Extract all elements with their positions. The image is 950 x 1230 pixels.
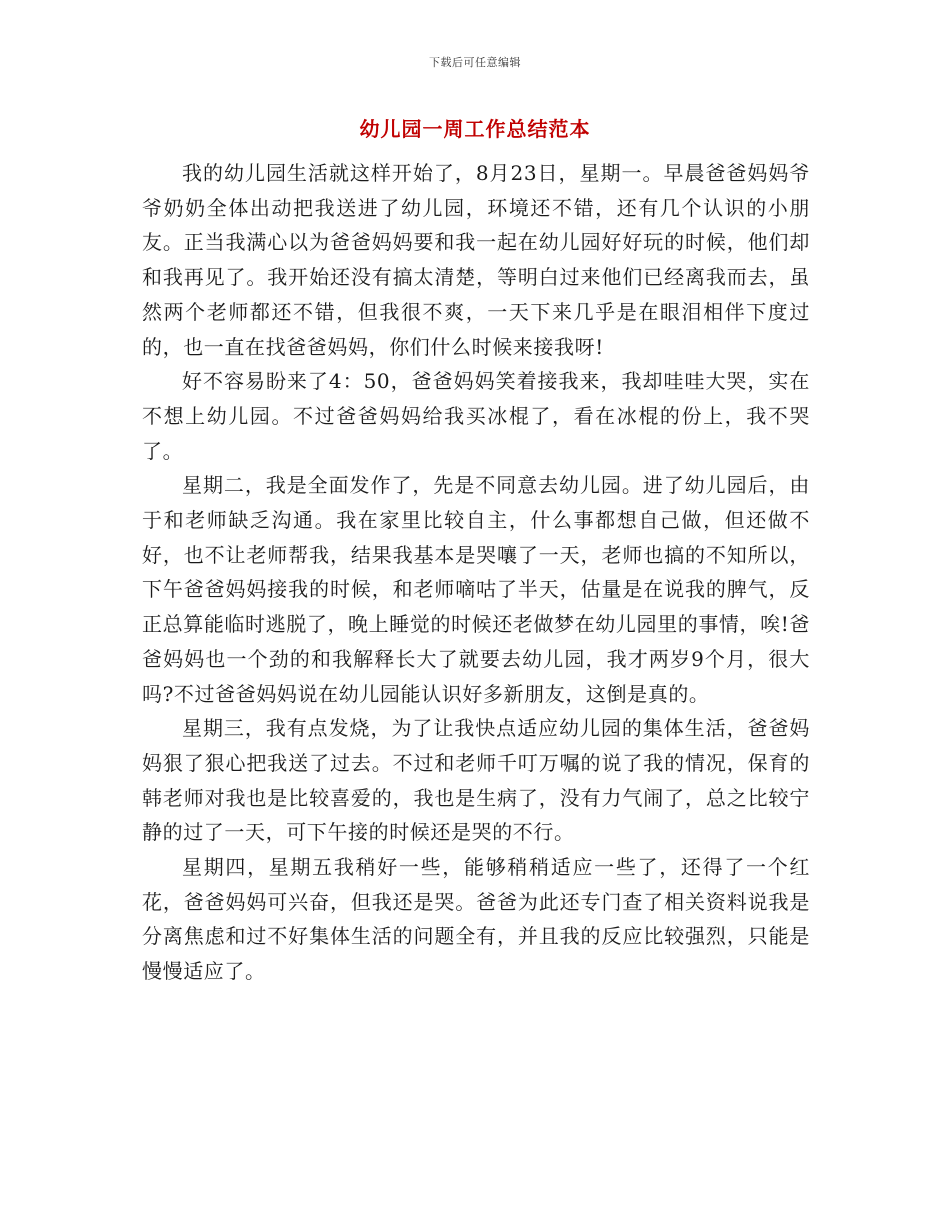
paragraph: 星期二，我是全面发作了，先是不同意去幼儿园。进了幼儿园后，由于和老师缺乏沟通。我在家里比较自主，什么事都想自己做，但还做不好，也不让老师帮我，结果我基本是哭嚷了一天，老师也搞的不知所以，下午爸爸妈妈接我的时候，和老师嘀咕了半天，估量是在说我的脾气，反正总算能临时逃脱了，晚上睡觉的时候还老做梦在幼儿园里的事情，唉!爸爸妈妈也一个劲的和我解释长大了就要去幼儿园，我才两岁9个月，很大吗?不过爸爸妈妈说在幼儿园能认识好多新朋友，这倒是真的。 [142, 473, 810, 706]
document-body [142, 156, 810, 989]
header-note: 下载后可任意编辑 [429, 56, 521, 69]
paragraph: 星期三，我有点发烧，为了让我快点适应幼儿园的集体生活，爸爸妈妈狠了狠心把我送了过去。不过和老师千叮万嘱的说了我的情况，保育的韩老师对我也是比较喜爱的，我也是生病了，没有力气闹了，总之比较宁静的过了一天，可下午接的时候还是哭的不行。 [142, 716, 810, 845]
document-title: 幼儿园一周工作总结范本 [359, 117, 591, 141]
paragraph: 我的幼儿园生活就这样开始了，8月23日，星期一。早晨爸爸妈妈爷爷奶奶全体出动把我送进了幼儿园，环境还不错，还有几个认识的小朋友。正当我满心以为爸爸妈妈要和我一起在幼儿园好好玩的时候，他们却和我再见了。我开始还没有搞太清楚，等明白过来他们已经离我而去，虽然两个老师都还不错，但我很不爽，一天下来几乎是在眼泪相伴下度过的，也一直在找爸爸妈妈，你们什么时候来接我呀! [142, 161, 810, 359]
paragraph: 好不容易盼来了4：50，爸爸妈妈笑着接我来，我却哇哇大哭，实在不想上幼儿园。不过爸爸妈妈给我买冰棍了，看在冰棍的份上，我不哭了。 [142, 369, 810, 463]
paragraph: 星期四，星期五我稍好一些，能够稍稍适应一些了，还得了一个红花，爸爸妈妈可兴奋，但我还是哭。爸爸为此还专门查了相关资料说我是分离焦虑和过不好集体生活的问题全有，并且我的反应比较强烈，只能是慢慢适应了。 [142, 855, 810, 984]
